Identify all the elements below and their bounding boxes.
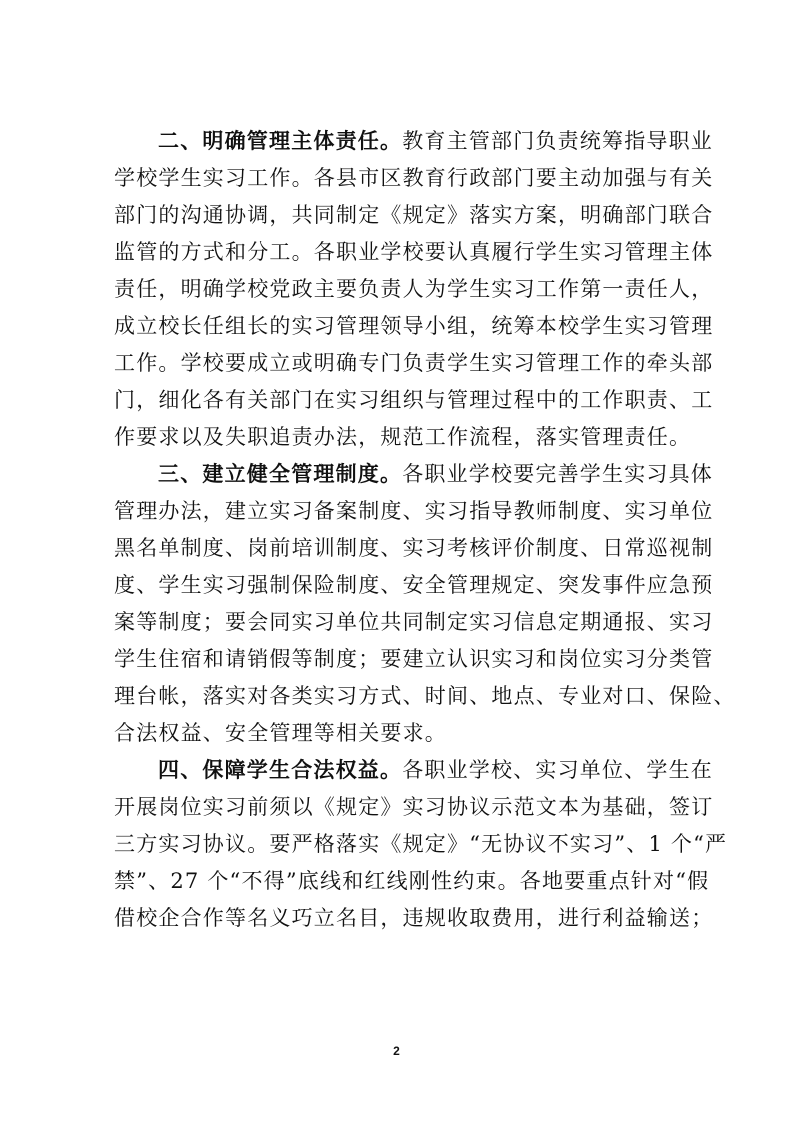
body-line: 监管的方式和分工。各职业学校要认真履行学生实习管理主体: [114, 240, 714, 264]
body-line: 借校企合作等名义巧立名目，违规收取费用，进行利益输送；: [114, 906, 714, 930]
body-line: 度、学生实习强制保险制度、安全管理规定、突发事件应急预: [114, 573, 714, 597]
body-line: 学校学生实习工作。各县市区教育行政部门要主动加强与有关: [114, 166, 714, 190]
section-2-heading: 二、明确管理主体责任。: [158, 128, 403, 153]
section-3-first-line: [158, 459, 713, 489]
body-line: 案等制度；要会同实习单位共同制定实习信息定期通报、实习: [114, 610, 714, 634]
body-line: 学生住宿和请销假等制度；要建立认识实习和岗位实习分类管: [114, 647, 714, 671]
section-2-first-line: [158, 126, 713, 156]
section-4-heading: 四、保障学生合法权益。: [158, 757, 403, 782]
body-line: 理台帐，落实对各类实习方式、时间、地点、专业对口、保险、: [114, 684, 736, 708]
body-line: 作要求以及失职追责办法，规范工作流程，落实管理责任。: [114, 425, 692, 449]
body-line: 三方实习协议。要严格落实《规定》“无协议不实习”、1 个“严: [114, 832, 728, 856]
page-number: 2: [393, 1044, 400, 1058]
section-4-first-line: [158, 755, 713, 785]
body-text: 教育主管部门负责统筹指导职业: [402, 129, 714, 153]
body-line: 工作。学校要成立或明确专门负责学生实习管理工作的牵头部: [114, 351, 714, 375]
body-line: 管理办法，建立实习备案制度、实习指导教师制度、实习单位: [114, 499, 714, 523]
body-line: 成立校长任组长的实习管理领导小组，统筹本校学生实习管理: [114, 314, 714, 338]
body-line: 门，细化各有关部门在实习组织与管理过程中的工作职责、工: [114, 388, 714, 412]
body-line: 合法权益、安全管理等相关要求。: [114, 721, 447, 745]
body-line: 禁”、27 个“不得”底线和红线刚性约束。各地要重点针对“假: [114, 869, 710, 893]
body-line: 责任，明确学校党政主要负责人为学生实习工作第一责任人，: [114, 277, 714, 301]
body-text: 各职业学校要完善学生实习具体: [402, 462, 714, 486]
body-line: 黑名单制度、岗前培训制度、实习考核评价制度、日常巡视制: [114, 536, 714, 560]
section-3-heading: 三、建立健全管理制度。: [158, 461, 403, 486]
body-line: 开展岗位实习前须以《规定》实习协议示范文本为基础，签订: [114, 795, 714, 819]
body-text: 各职业学校、实习单位、学生在: [402, 758, 714, 782]
body-line: 部门的沟通协调，共同制定《规定》落实方案，明确部门联合: [114, 203, 714, 227]
